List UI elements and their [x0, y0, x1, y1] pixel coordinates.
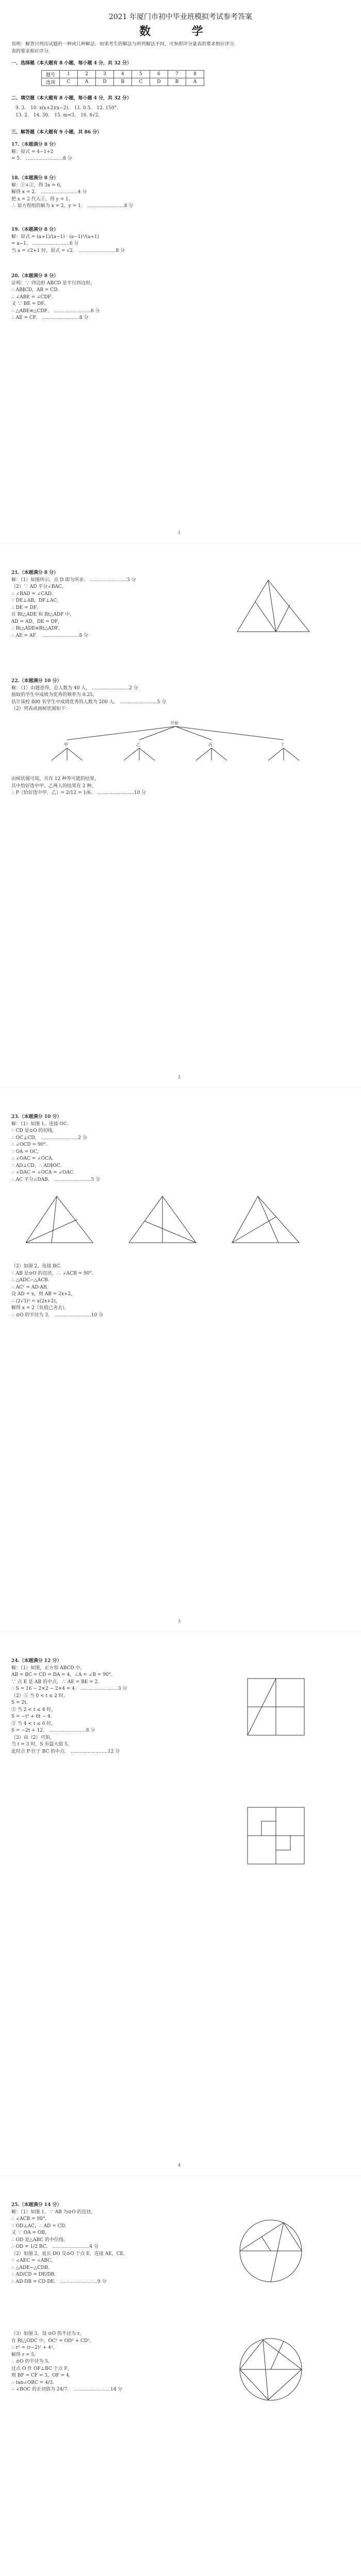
tree-branch [139, 748, 155, 760]
question-heading: 17.（本题满分 8 分） [11, 142, 59, 147]
q23-figure-3 [227, 1191, 304, 1248]
solution-line: 由树状图可知，共有 12 种等可能的结果， [11, 776, 100, 782]
tree-root-label: 开始 [170, 721, 178, 725]
perpendicular-line [276, 605, 290, 632]
solution-line: （3）由（2）可知， [11, 1735, 55, 1740]
solution-line: = a−1． ……………………6 分 [11, 241, 79, 246]
page-number: 3 [178, 1619, 181, 1623]
tree-branch [175, 726, 284, 740]
question-heading: 23.（本题满分 10 分） [11, 1114, 62, 1120]
solution-line: ∴ ∠ABE = ∠CDF． [11, 294, 56, 300]
question-heading: 19.（本题满分 8 分） [11, 227, 59, 232]
solution-line: ∵ AD⊥CD，∴ AD∥OC． [11, 1163, 65, 1168]
table-cell: 题号 [42, 71, 60, 78]
figure-line [232, 1217, 276, 1243]
tree-node-label: 乙 [136, 742, 140, 747]
solution-line: ∵ AB 是⊙O 的直径，∴ ∠ACB = 90°． [11, 1270, 96, 1276]
solution-line: ∴ P（恰好选中甲、乙）= 2/12 = 1/6． ……………………10 分 [11, 790, 146, 795]
tree-branch [284, 748, 299, 760]
solution-line: ∵ DE⊥AB，DF⊥AC， [11, 598, 62, 603]
section-fill: 二、填空题（本大题有 8 小题，每小题 4 分，共 32 分） [11, 96, 132, 101]
solution-line: 解：原式 = 4−1+2 [11, 149, 54, 155]
question-24 [11, 1658, 127, 1755]
solution-line: ∴ ∠BAD = ∠CAD． [11, 591, 56, 597]
table-cell: C [60, 78, 78, 86]
solution-line: ∴ (2√3)² = x(2x+2)， [11, 1298, 60, 1304]
solution-line: ∴ AE = CF． ……………………8 分 [11, 315, 89, 320]
figure-outline [26, 1196, 93, 1243]
solution-line: 解：原式 = (a+1)/(a−1) · (a−1)²/(a+1) [11, 234, 100, 240]
solution-line: ∴ △ADE∽△CDB． [11, 2265, 53, 2270]
question-19 [11, 227, 125, 255]
solution-line: ∴ DE = DF． [11, 605, 42, 611]
tree-branch [268, 748, 284, 760]
question-heading: 24.（本题满分 12 分） [11, 1658, 62, 1664]
solution-line: ∴ AC 平分∠DAB． ……………………5 分 [11, 1177, 101, 1182]
tree-branch [67, 748, 83, 760]
solution-line: ∴ AD·DB = CD·DE． ……………………9 分 [11, 2279, 107, 2284]
solution-line: ∴ ⊙O 的半径为 5． [11, 2359, 53, 2364]
tree-branch [196, 748, 211, 760]
solution-line: （2）如图 2，延长 DO 交⊙O 于点 E，连接 AE，CE． [11, 2251, 128, 2257]
page-3 [0, 1088, 361, 1632]
question-heading: 21.（本题满分 8 分） [11, 570, 59, 575]
solution-line: 解得 r = 5． [11, 2352, 39, 2358]
solution-line: 当 a = √2+1 时，原式 = √2． ……………………8 分 [11, 248, 125, 253]
solution-line: 解：（1）如图，正方形 ABCD 中， [11, 1665, 85, 1671]
table-cell: 选项 [42, 78, 60, 86]
solution-line: = 5． ……………………8 分 [11, 156, 72, 161]
figure-outline [232, 1196, 299, 1243]
solution-line: ③ 当 4 < t ≤ 6 时， [11, 1721, 56, 1726]
table-cell: A [186, 78, 204, 86]
solution-line: AB = BC = CD = DA = 4，∠A = ∠B = 90°． [11, 1672, 116, 1677]
note-line: 表的要求相应评分． [11, 48, 54, 54]
tree-node-label: 甲 [64, 742, 68, 747]
page-2 [0, 544, 361, 1088]
figure-line [258, 1196, 278, 1243]
solution-line: ∴ S = 16 − 2×2 − 2×4 = 4． ……………………3 分 [11, 1686, 127, 1691]
section-solve: 三、解答题（本大题有 9 小题，共 86 分） [11, 130, 102, 135]
table-cell: D [96, 78, 114, 86]
solution-line: ∴ ∠BOC 的正切值为 24/7． ……………………14 分 [11, 2387, 123, 2392]
document-title: 2021 年厦门市初中毕业班模拟考试参考答案 [108, 13, 253, 21]
solution-line: ∴ Rt△ADE≌Rt△ADF． [11, 626, 63, 631]
q24-grid-figure [242, 1802, 309, 1869]
triangle-outline [237, 580, 309, 632]
solution-line: 解：（1）如图所示，点 D 即为所求． ……………………3 分 [11, 577, 136, 583]
solution-line: （2）∵ AD 平分∠BAC， [11, 584, 67, 589]
figure-line [271, 2223, 284, 2282]
bisector-line [268, 580, 276, 632]
solution-line: 抽取的学生中成绩为优秀的频率为 0.25， [11, 692, 97, 698]
solution-line: 估计该校 800 名学生中成绩优秀的人数为 200 人． ……………………5 分 [11, 699, 167, 705]
solution-line: 解：（1）如图 1，连接 OC． [11, 1121, 72, 1127]
table-cell: 5 [132, 71, 150, 78]
q25-circle-figure-1 [232, 2212, 309, 2290]
tree-branch [67, 726, 175, 740]
solution-line: （2）如图 2，连接 BC． [11, 1264, 64, 1269]
figure-line [263, 2340, 268, 2400]
fill-line: 13. 2． 14. 30． 15. m<3． 16. 4√2． [15, 112, 103, 118]
table-cell: A [78, 78, 96, 86]
perpendicular-line [255, 602, 276, 632]
question-23 [11, 1114, 100, 1183]
fill-line: 9. 3． 10. x(x+2)(x−2)． 11. 0.5． 12. 150°． [15, 106, 122, 111]
solution-line: ∴ ∠DAC = ∠OCA = ∠OAC． [11, 1170, 78, 1175]
inscribed-triangle [240, 2223, 302, 2251]
section-choice: 一、选择题（本大题有 8 小题，每小题 4 分，共 32 分） [11, 61, 132, 66]
question-22-conclusion [11, 776, 146, 797]
table-row [42, 71, 204, 78]
solution-line: 此时点 P 位于 BC 的中点． ……………………12 分 [11, 1749, 120, 1754]
solution-line: ∴ 原方程组的解为 x = 2，y = 1． ……………………8 分 [11, 204, 134, 209]
question-17 [11, 142, 72, 163]
page-4 [0, 1632, 361, 2176]
solution-line: S = 2t． [11, 1700, 31, 1705]
solution-line: （3）如图 3，设 ⊙O 的半径为 r， [11, 2331, 85, 2336]
solution-line: ∴ tan∠OBC = 4/3． [11, 2380, 57, 2385]
question-heading: 22.（本题满分 10 分） [11, 679, 62, 684]
solution-line: ∴ AD/CD = DE/DB． [11, 2272, 59, 2277]
fill-answers [15, 105, 121, 119]
solution-line: ∴ OD 是△ABC 的中位线． [11, 2237, 68, 2243]
solution-line: 解：（1）如图 1，∵ AB 为⊙O 的直径， [11, 2209, 96, 2215]
solution-line: ∴ OD = 1/2 BC． ……………………4 分 [11, 2244, 99, 2249]
solution-line: 证明：∵ 四边形 ABCD 是平行四边形， [11, 280, 95, 286]
tree-branch [211, 748, 227, 760]
solution-line: 解得 x = 2（负值已舍去）． [11, 1306, 70, 1311]
solution-line: ∴ ⊙O 的半径为 3． ……………………10 分 [11, 1312, 104, 1318]
table-cell: C [132, 78, 150, 86]
question-25-part3 [11, 2331, 122, 2394]
question-heading: 25.（本题满分 14 分） [11, 2202, 62, 2208]
solution-line: 设 AD = x，则 AB = 2x+2， [11, 1292, 76, 1297]
grid-cell [261, 1821, 276, 1836]
table-row [42, 78, 204, 86]
q25-circle-figure-2 [232, 2331, 309, 2408]
table-cell: B [168, 78, 186, 86]
page-1 [0, 0, 361, 544]
note-line: 说明：解答只列出试题的一种或几种解法．如果考生的解法与所列解法不同，可参照评分量表的要求相应评分． [11, 42, 239, 47]
solution-line: S = −2t + 12． ……………………8 分 [11, 1728, 95, 1733]
tree-branch [124, 748, 139, 760]
solution-line: ∴ r² = (r−2)² + 4²， [11, 2345, 58, 2350]
q24-square-figure [242, 1673, 309, 1740]
question-23-part2 [11, 1263, 103, 1319]
solution-line: 在 Rt△ODC 中，OC² = OD² + CD²， [11, 2338, 94, 2344]
page-number: 4 [178, 2163, 181, 2167]
solution-line: ∵ CD 是⊙O 的切线， [11, 1128, 57, 1133]
solution-line: 当 t = 3 时，S 有最大值 5． [11, 1742, 72, 1747]
solution-line: S = −t² + 6t − 4． [11, 1714, 55, 1719]
table-cell: D [150, 78, 168, 86]
solution-line: 过点 O 作 OF⊥BC 于点 F， [11, 2366, 72, 2371]
question-heading: 18.（本题满分 8 分） [11, 176, 59, 181]
solution-line: 又 ∵ BE = DF， [11, 301, 49, 307]
solution-line: 则 BF = CF = 3，OF = 4． [11, 2373, 74, 2378]
solution-line: ∴ AB∥CD，AB = CD． [11, 287, 62, 293]
solution-line: ∴ ∠OCD = 90°． [11, 1142, 51, 1147]
solution-line: 解：①+②，得 3x = 6， [11, 182, 65, 188]
page-number: 1 [178, 531, 181, 535]
page-number: 2 [178, 1075, 181, 1079]
inscribed-quad [240, 2340, 302, 2400]
question-21 [11, 570, 136, 639]
solution-line: ∴ △ADC∽△ACB． [11, 1278, 53, 1283]
solution-line: 又 ∵ OA = OB， [11, 2230, 50, 2235]
solution-line: ∵ 点 E 是 AB 的中点，∴ AE = BE = 2． [11, 1679, 103, 1685]
table-cell: 7 [168, 71, 186, 78]
solution-line: 在 Rt△ADE 和 Rt△ADF 中， [11, 612, 75, 617]
solution-line: ∴ ∠OAC = ∠OCA． [11, 1156, 57, 1161]
solution-line: 把 x = 2 代入①，得 y = 1． [11, 196, 73, 202]
table-cell: B [114, 78, 132, 86]
solution-line: ∴ AC² = AD·AB． [11, 1284, 52, 1290]
solution-line: （2）① 当 0 < t ≤ 2 时， [11, 1693, 68, 1699]
solution-line: ∵ OA = OC， [11, 1149, 42, 1155]
q23-figure-2 [124, 1191, 201, 1248]
tree-node-label: 丁 [281, 742, 285, 747]
table-cell: 2 [78, 71, 96, 78]
table-cell: 6 [150, 71, 168, 78]
solution-line: ∴ ∠ACB = 90°． [11, 2216, 50, 2222]
tree-node-label: 丙 [208, 742, 212, 747]
solution-line: AD = AD，DE = DF， [11, 619, 63, 624]
solution-line: ∴ OC⊥CD． ……………………2 分 [11, 1135, 87, 1141]
question-18 [11, 175, 133, 210]
table-cell: 4 [114, 71, 132, 78]
page-5 [0, 2176, 361, 2576]
q21-triangle-figure [227, 575, 315, 637]
table-cell: 8 [186, 71, 204, 78]
solution-line: （2）列表或画树状图如下： [11, 706, 70, 711]
answer-table [41, 70, 204, 86]
table-cell: 1 [60, 71, 78, 78]
q23-figure-1 [21, 1191, 98, 1248]
solution-line: 其中恰好选中甲、乙两人的结果有 2 种， [11, 783, 96, 789]
question-heading: 20.（本题满分 8 分） [11, 274, 59, 279]
question-25 [11, 2202, 128, 2285]
solution-line: ∴ AE = AF． ……………………8 分 [11, 633, 89, 638]
figure-line [271, 2341, 284, 2369]
note-lines [11, 41, 239, 55]
tree-diagram [31, 719, 320, 766]
question-20 [11, 273, 100, 322]
grid-cell [276, 1836, 290, 1850]
solution-line: ∴ △ABE≌△CDF． ……………………6 分 [11, 308, 100, 314]
figure-line [261, 2236, 271, 2251]
solution-line: 解：（1）由题意得，总人数为 40 人， ……………………2 分 [11, 685, 138, 691]
question-22 [11, 678, 166, 713]
solution-line: ② 当 2 < t ≤ 4 时， [11, 1707, 56, 1713]
tree-branch [52, 748, 67, 760]
solution-line: ∵ OD⊥AC，∴ AD = CD． [11, 2223, 70, 2229]
subject-heading: 数 学 [139, 25, 222, 38]
solution-line: ∵ ∠AEC = ∠ABC， [11, 2258, 56, 2263]
solution-line: 解得 x = 2． ……………………4 分 [11, 190, 87, 195]
table-cell: 3 [96, 71, 114, 78]
